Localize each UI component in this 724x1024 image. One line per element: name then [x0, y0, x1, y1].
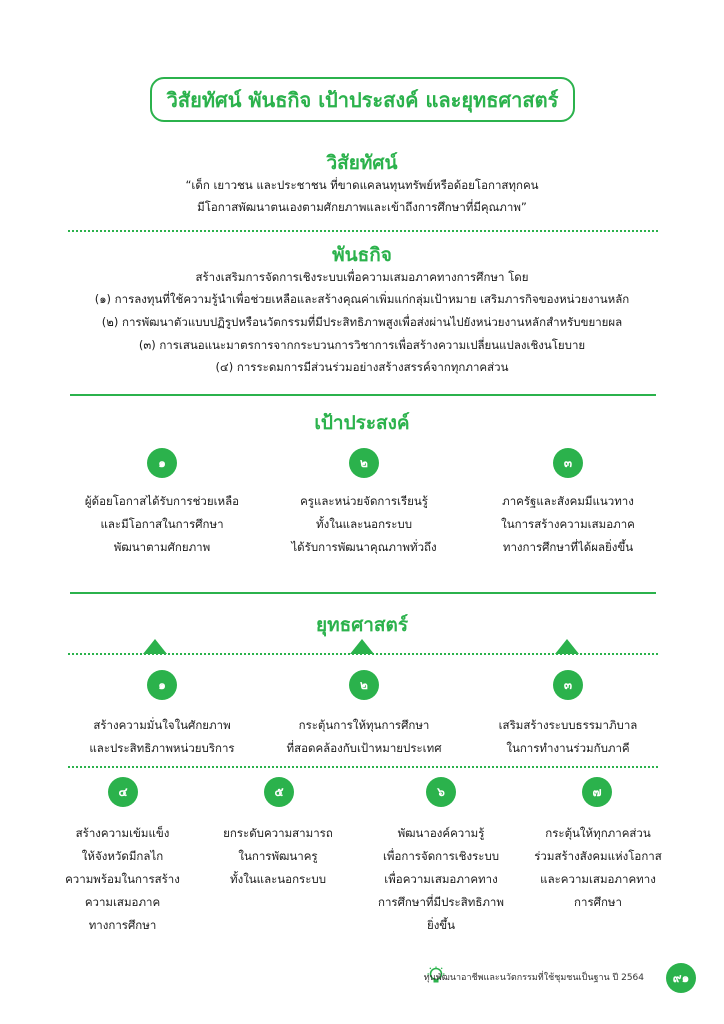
mission-item-2: (๒) การพัฒนาตัวแบบปฏิรูปหรือนวัตกรรมที่มีประสิทธิภาพสูงเพื่อส่งผ่านไปยังหน่วยงานหลักสำหรับขยายผล: [101, 315, 623, 329]
goal-text-2: ครูและหน่วยจัดการเรียนรู้ ทั้งในและนอกระบบ ได้รับการพัฒนาคุณภาพทั่วถึง: [291, 494, 437, 554]
strategy-text-7: กระตุ้นให้ทุกภาคส่วน ร่วมสร้างสังคมแห่งโอกาส และความเสมอภาคทาง การศึกษา: [534, 826, 662, 909]
goal-text-3: ภาครัฐและสังคมมีแนวทาง ในการสร้างความเสมอภาค ทางการศึกษาที่ได้ผลยิ่งขึ้น: [501, 494, 635, 554]
goal-number-1: ๑: [147, 448, 177, 478]
vision-line-1: “เด็ก เยาวชน และประชาชน ที่ขาดแคลนทุนทรัพย์หรือด้อยโอกาสทุกคน: [185, 178, 539, 192]
strategy-number-2: ๒: [349, 670, 379, 700]
triangle-marker-3: [555, 639, 579, 654]
mission-item-4: (๔) การระดมการมีส่วนร่วมอย่างสร้างสรรค์จากทุกภาคส่วน: [215, 360, 509, 374]
goal-number-3: ๓: [553, 448, 583, 478]
strategy-number-7: ๗: [582, 777, 612, 807]
goal-number-2: ๒: [349, 448, 379, 478]
mission-intro: สร้างเสริมการจัดการเชิงระบบเพื่อความเสมอภาคทางการศึกษา โดย: [195, 270, 529, 284]
divider-dotted: [68, 653, 658, 655]
page-title-box: [150, 77, 575, 122]
mission-item-1: (๑) การลงทุนที่ใช้ความรู้นำเพื่อช่วยเหลือและสร้างคุณค่าเพิ่มแก่กลุ่มเป้าหมาย เสริมภารกิจของหน่วยงานหลัก: [94, 292, 630, 306]
page-number: ๙๑: [666, 963, 696, 993]
strategy-number-1: ๑: [147, 670, 177, 700]
footer-text: ทุนพัฒนาอาชีพและนวัตกรรมที่ใช้ชุมชนเป็นฐาน ปี 2564: [423, 973, 644, 983]
strategy-number-4: ๔: [108, 777, 138, 807]
strategy-number-5: ๕: [264, 777, 294, 807]
triangle-marker-2: [350, 639, 374, 654]
goals-title: เป้าประสงค์: [314, 412, 410, 434]
page-title: วิสัยทัศน์ พันธกิจ เป้าประสงค์ และยุทธศาสตร์: [166, 87, 559, 112]
mission-item-3: (๓) การเสนอแนะมาตรการจากกระบวนการวิชาการเพื่อสร้างความเปลี่ยนแปลงเชิงนโยบาย: [138, 338, 586, 352]
strategy-text-4: สร้างความเข้มแข็ง ให้จังหวัดมีกลไก ความพร้อมในการสร้าง ความเสมอภาค ทางการศึกษา: [65, 826, 180, 932]
strategy-text-1: สร้างความมั่นใจในศักยภาพ และประสิทธิภาพหน่วยบริการ: [89, 718, 235, 755]
strategy-number-6: ๖: [426, 777, 456, 807]
divider-solid: [70, 592, 656, 594]
strategy-text-3: เสริมสร้างระบบธรรมาภิบาล ในการทำงานร่วมกับภาคี: [498, 718, 638, 755]
divider-dotted: [68, 230, 658, 232]
strategy-title: ยุทธศาสตร์: [315, 614, 409, 636]
goal-text-1: ผู้ด้อยโอกาสได้รับการช่วยเหลือ และมีโอกาสในการศึกษา พัฒนาตามศักยภาพ: [84, 494, 240, 554]
strategy-text-2: กระตุ้นการให้ทุนการศึกษา ที่สอดคล้องกับเป้าหมายประเทศ: [286, 718, 442, 755]
vision-title: วิสัยทัศน์: [326, 152, 398, 174]
mission-title: พันธกิจ: [332, 244, 392, 266]
strategy-text-6: พัฒนาองค์ความรู้ เพื่อการจัดการเชิงระบบ เพื่อความเสมอภาคทาง การศึกษาที่มีประสิทธิภาพ ยิ่งขึ้น: [378, 826, 504, 932]
triangle-marker-1: [143, 639, 167, 654]
divider-solid: [70, 394, 656, 396]
divider-dotted: [68, 766, 658, 768]
strategy-text-5: ยกระดับความสามารถ ในการพัฒนาครู ทั้งในและนอกระบบ: [223, 826, 333, 886]
vision-line-2: มีโอกาสพัฒนาตนเองตามศักยภาพและเข้าถึงการศึกษาที่มีคุณภาพ”: [197, 200, 527, 214]
strategy-number-3: ๓: [553, 670, 583, 700]
